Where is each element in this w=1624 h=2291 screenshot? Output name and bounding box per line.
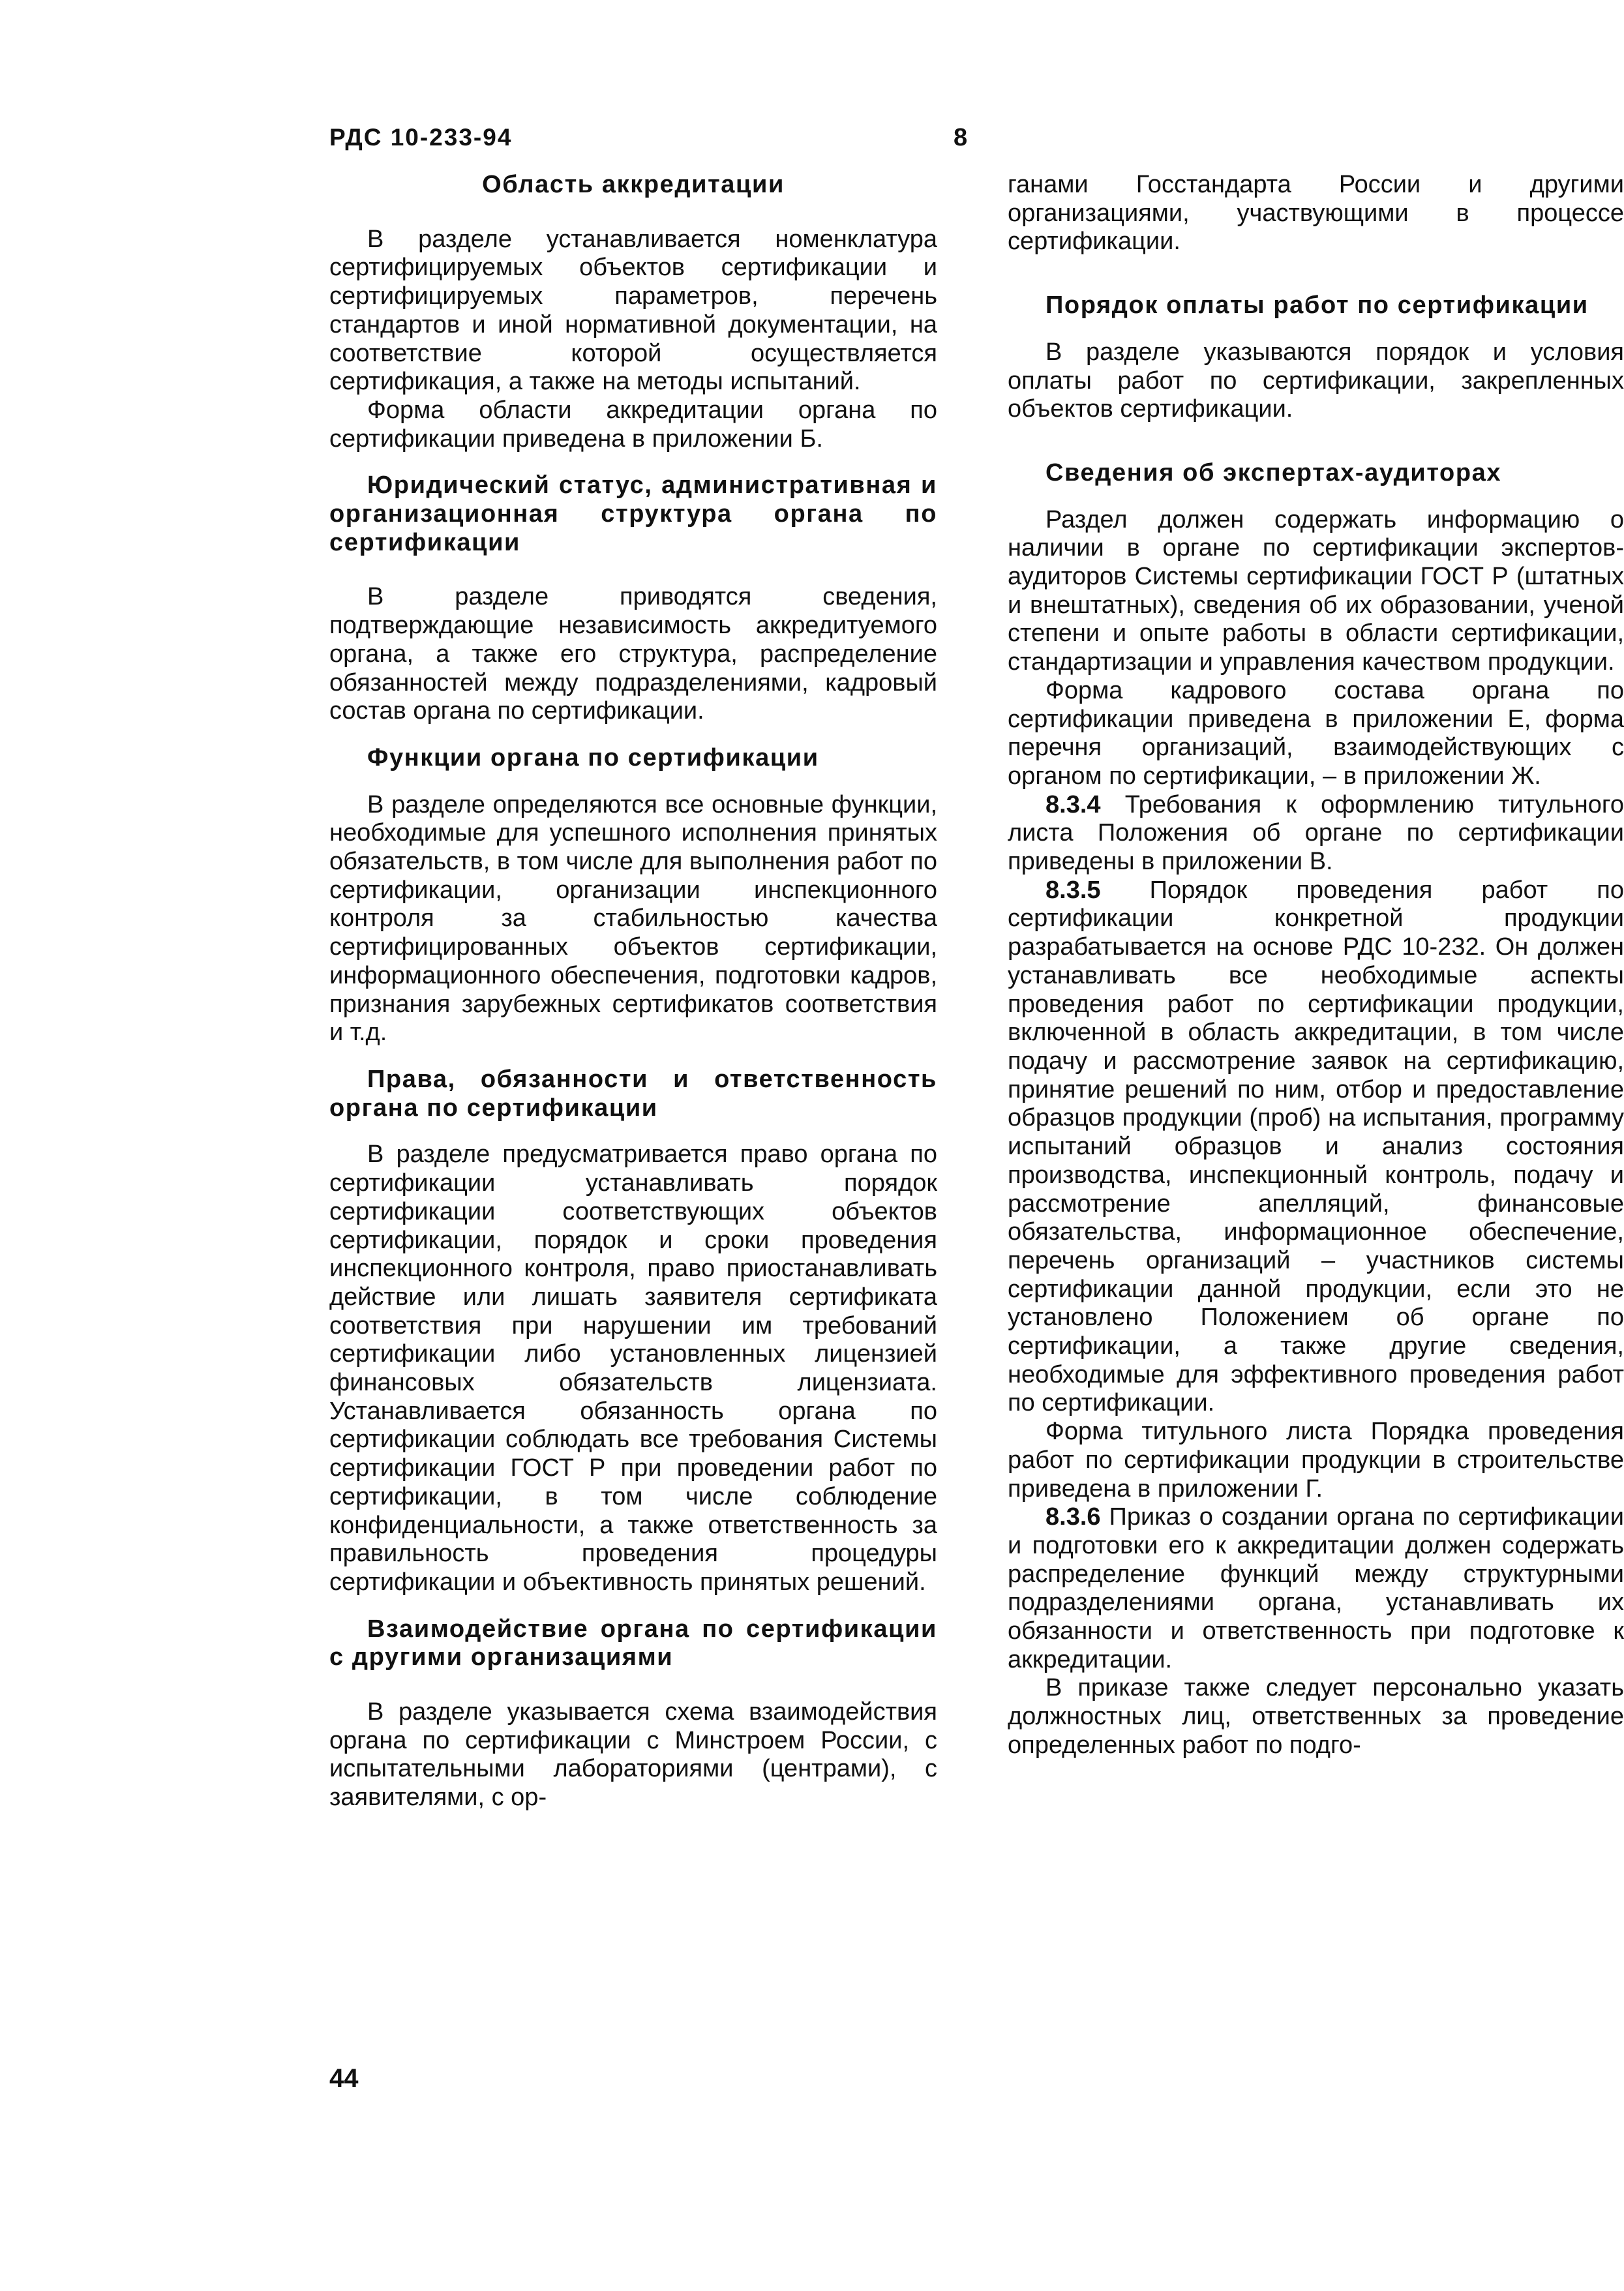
section-title-interaction: Взаимодействие органа по сертификации с другими организациями xyxy=(329,1615,937,1671)
clause-8-3-5 xyxy=(1008,876,1624,1418)
section-title-payment: Порядок оплаты работ по сертификации xyxy=(1045,292,1589,320)
paragraph: В приказе также следует персонально указать должностных лиц, ответственных за проведение определенных работ по подго- xyxy=(1008,1674,1624,1759)
section-title-rights: Права, обязанности и ответственность органа по сертификации xyxy=(329,1065,937,1122)
clause-number: 8.3.6 xyxy=(1045,1503,1101,1531)
paragraph: В разделе устанавливается номенклатура сертифицируемых объектов сертификации и сертифицируемых параметров, перечень стандартов и иной нормативной документации, на соответствие которой осуществляется сертификация, а также на методы испытаний. xyxy=(329,225,937,396)
paragraph: Форма области аккредитации органа по сертификации приведена в приложении Б. xyxy=(329,396,937,453)
clause-number: 8.3.5 xyxy=(1045,876,1101,904)
right-column xyxy=(1008,171,1624,1760)
left-column xyxy=(329,171,937,1812)
section-title-functions: Функции органа по сертификации xyxy=(367,743,819,771)
paragraph: В разделе указывается схема взаимодействия органа по сертификации с Минстроем России, с испытательными лабораториями (центрами), с заявителями, с ор- xyxy=(329,1698,937,1812)
paragraph: Форма кадрового состава органа по сертификации приведена в приложении Е, форма перечня организаций, взаимодействующих с органом по сертификации, – в приложении Ж. xyxy=(1008,676,1624,790)
section-page-number: 8 xyxy=(954,124,968,151)
clause-8-3-6 xyxy=(1008,1503,1624,1674)
clause-number: 8.3.4 xyxy=(1045,790,1101,818)
clause-text: Порядок проведения работ по сертификации конкретной продукции разрабатывается на основе РДС 10-232. Он должен устанавливать все необходимые аспекты проведения работ по сертификации продукции, включенной в область аккредитации, в том числе подачу и рассмотрение заявок на сертификацию, принятие решений по ним, отбор и предоставление образцов продукции (проб) на испытания, программу испытаний образцов и анализ состояния производства, инспекционный контроль, подачу и рассмотрение апелляций, финансовые обязательства, информационное обеспечение, перечень организаций – участников системы сертификации данной продукции, если это не установлено Положением об органе по сертификации, а также другие сведения, необходимые для эффективного проведения работ по сертификации. xyxy=(1008,876,1624,1417)
page-number: 44 xyxy=(329,2064,359,2093)
paragraph: Форма титульного листа Порядка проведения работ по сертификации продукции в строительстве приведена в приложении Г. xyxy=(1008,1418,1624,1503)
paragraph: В разделе предусматривается право органа по сертификации устанавливать порядок сертификации соответствующих объектов сертификации, порядок и сроки проведения инспекционного контроля, право приостанавливать действие или лишать заявителя сертификата соответствия при нарушении им требований сертификации либо установленных лицензией финансовых обязательств лицензиата. Устанавливается обязанность органа по сертификации соблюдать все требования Системы сертификации ГОСТ Р при проведении работ по сертификации, в том числе соблюдение конфиденциальности, а также ответственность за правильность проведения процедуры сертификации и объективность принятых решений. xyxy=(329,1141,937,1596)
paragraph: В разделе определяются все основные функции, необходимые для успешного исполнения принятых обязательств, в том числе для выполнения работ по сертификации, организации инспекционного контроля за стабильностью качества сертифицированных объектов сертификации, информационного обеспечения, подготовки кадров, признания зарубежных сертификатов соответствия и т.д. xyxy=(329,790,937,1047)
document-code: РДС 10-233-94 xyxy=(329,124,513,151)
paragraph: В разделе приводятся сведения, подтверждающие независимость аккредитуемого органа, а также его структура, распределение обязанностей между подразделениями, кадровый состав органа по сертификации. xyxy=(329,583,937,725)
section-title-accreditation-scope: Область аккредитации xyxy=(482,171,785,198)
section-title-experts: Сведения об экспертах-аудиторах xyxy=(1045,458,1502,487)
clause-text: Приказ о создании органа по сертификации и подготовки его к аккредитации должен содержать распределение функций между структурными подразделениями органа, устанавливать их обязанности и ответственность при подготовке к аккредитации. xyxy=(1008,1503,1624,1673)
paragraph: ганами Госстандарта России и другими организациями, участвующими в процессе сертификации. xyxy=(1008,171,1624,256)
section-title-legal-status: Юридический статус, административная и организационная структура органа по сертификации xyxy=(329,472,937,556)
paragraph: В разделе указываются порядок и условия оплаты работ по сертификации, закрепленных объектов сертификации. xyxy=(1008,338,1624,423)
paragraph: Раздел должен содержать информацию о наличии в органе по сертификации экспертов-аудиторов Системы сертификации ГОСТ Р (штатных и внештатных), сведения об их образовании, ученой степени и опыте работы в области сертификации, стандартизации и управления качеством продукции. xyxy=(1008,505,1624,676)
clause-text: Требования к оформлению титульного листа Положения об органе по сертификации приведены в приложении В. xyxy=(1008,790,1624,876)
clause-8-3-4 xyxy=(1008,791,1624,876)
